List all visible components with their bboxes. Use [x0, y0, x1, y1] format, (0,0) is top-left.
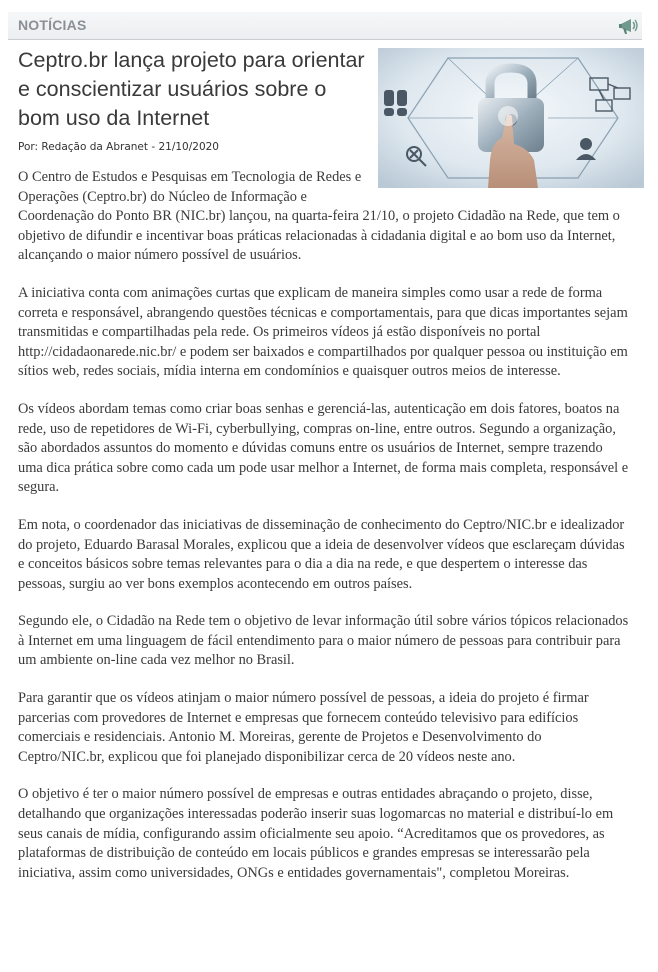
- article-title: Ceptro.br lança projeto para orientar e conscientizar usuários sobre o bom uso da Internet: [18, 48, 365, 130]
- padlock-network-photo: [378, 48, 644, 188]
- article-byline: Por: Redação da Abranet - 21/10/2020: [18, 141, 219, 153]
- image-wrap-space: [382, 168, 630, 190]
- article-paragraph: Os vídeos abordam temas como criar boas senhas e gerenciá-las, autenticação em dois fatores, boatos na rede, uso de repetidores de Wi-Fi, cyberbullying, compras on-line, entre outros. Segundo a organização, são abordados assuntos do momento e dúvidas comuns entre os usuários de Internet, sempre trazendo uma dica prática sobre como cada um pode usar melhor a Internet, de forma mais completa, responsável e segura.: [18, 400, 629, 496]
- section-header: [8, 12, 642, 40]
- article-paragraph: Em nota, o coordenador das iniciativas de disseminação de conhecimento do Ceptro/NIC.br e idealizador do projeto, Eduardo Barasal Morales, explicou que a ideia de desenvolver vídeos que esclareçam dúvidas e conceitos básicos sobre temas relevantes para o dia a dia na rede, e que despertem o interesse das pessoas, surgiu ao ver bons exemplos acontecendo em outros países.: [18, 516, 625, 592]
- article-paragraph: Para garantir que os vídeos atinjam o maior número possível de pessoas, a ideia do projeto é firmar parcerias com provedores de Internet e empresas que fornecem conteúdo televisivo para edifícios comerciais e residenciais. Antonio M. Moreiras, gerente de Projetos e Desenvolvimento do Ceptro/NIC.br, explicou que foi planejado disponibilizar cerca de 20 vídeos neste ano.: [18, 690, 589, 765]
- article-paragraph: A iniciativa conta com animações curtas que explicam de maneira simples como usar a rede de forma correta e responsável, abrangendo questões técnicas e comportamentais, para que dicas importantes sejam transmitidas e compartilhadas pela rede. Os primeiros vídeos já estão disponíveis no portal http://cidadaonarede.nic.br/ e podem ser baixados e compartilhados por qualquer pessoa ou instituição em sítios web, redes sociais, mídia interna em condomínios e quaisquer outros meios de interesse.: [18, 284, 628, 380]
- section-label: NOTÍCIAS: [18, 17, 87, 33]
- article-paragraph: O Centro de Estudos e Pesquisas em Tecnologia de Redes e Operações (Ceptro.br) do Núcleo de Informação e Coordenação do Ponto BR (NIC.br) lançou, na quarta-feira 21/10, o projeto Cidadão na Rede, que tem o objetivo de difundir e incentivar boas práticas relacionadas à cidadania digital e ao bom uso da Internet, alcançando o maior número possível de usuários.: [18, 169, 620, 264]
- article-body: [18, 168, 630, 901]
- article-photo: [378, 48, 644, 188]
- article-paragraph: Segundo ele, o Cidadão na Rede tem o objetivo de levar informação útil sobre vários tópicos relacionados à Internet em uma linguagem de fácil entendimento para o maior número de pessoas para contribuir para um ambiente on-line cada vez melhor no Brasil.: [18, 613, 629, 669]
- megaphone-icon[interactable]: [618, 15, 640, 37]
- article-paragraph: O objetivo é ter o maior número possível de empresas e outras entidades abraçando o projeto, disse, detalhando que organizações interessadas poderão inserir suas logomarcas no material e distribuí-lo em seus canais de mídia, configurando assim oficialmente seu apoio. “Acreditamos que os provedores, as plataformas de distribuição de conteúdo em locais públicos e grandes empresas se interessarão pela iniciativa, assim como universidades, ONGs e entidades governamentais", completou Moreiras.: [18, 786, 614, 881]
